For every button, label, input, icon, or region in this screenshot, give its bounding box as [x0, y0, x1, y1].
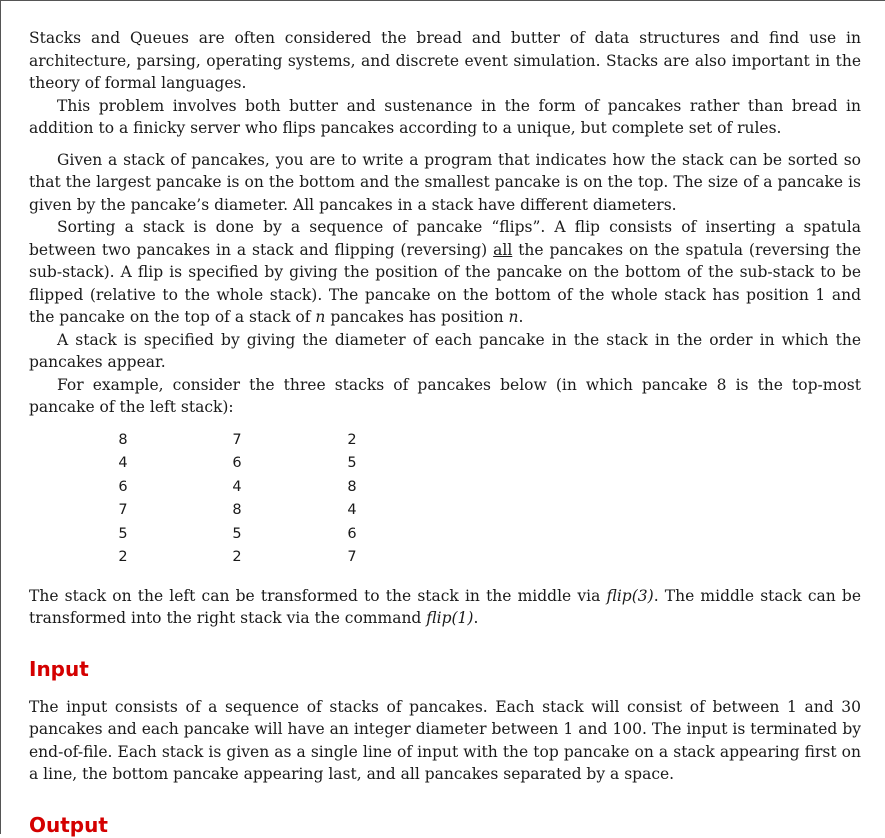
input-heading: Input — [29, 656, 89, 681]
pancake: 4 — [232, 478, 242, 495]
transform-text-mid: . The middle stack can be transformed into the right stack via the command — [29, 586, 861, 627]
description-paragraph-1: Given a stack of pancakes, you are to write a program that indicates how the stack can be sorted so that the largest pancake is on the bottom and the smallest pancake is on the top. The size of a pancake is given by the pancake’s diameter. All pancakes in a stack have different diameters. — [29, 150, 861, 214]
flip-definition-text: Sorting a stack is done by a sequence of pancake “flips”. A flip consists of inserting a spatula between two pancakes in a stack and flipping (reversing) — [29, 218, 861, 259]
underlined-all: all — [493, 240, 513, 259]
input-description: The input consists of a sequence of stacks of pancakes. Each stack will consist of between 1 and 30 pancakes and each pancake will have an integer diameter between 1 and 100. The input is terminated by end-of-file. Each stack is given as a single line of input with the top pancake on a stack appearing first on a line, the bottom pancake appearing last, and all pancakes separated by a space. — [29, 697, 861, 783]
pancake: 5 — [232, 525, 242, 542]
pancake: 4 — [347, 502, 357, 518]
flip-definition-text-mid: pancakes has position — [325, 308, 509, 326]
pancake: 2 — [118, 549, 128, 565]
intro-paragraph-2: This problem involves both butter and sustenance in the form of pancakes rather than bread in addition to a finicky server who flips pancakes according to a unique, but complete set of rules. — [29, 96, 861, 137]
transform-text: The stack on the left can be transformed to the stack in the middle via — [29, 586, 607, 605]
description-paragraph-4: For example, consider the three stacks of pancakes below (in which pancake 8 is the top-most pancake of the left stack): — [29, 375, 861, 416]
stack-right — [342, 429, 362, 570]
variable-n: n — [315, 308, 326, 326]
stack-middle — [227, 429, 247, 570]
pancake: 2 — [232, 549, 242, 565]
description-paragraph-2 — [29, 216, 861, 329]
pancake: 8 — [118, 431, 128, 448]
output-heading: Output — [29, 812, 108, 837]
flip-command-1: flip(3) — [606, 586, 654, 605]
pancake: 2 — [347, 431, 357, 448]
pancake: 7 — [232, 431, 242, 448]
description-paragraph-3: A stack is specified by giving the diameter of each pancake in the stack in the order in which the pancakes appear. — [29, 330, 861, 371]
pancake: 7 — [347, 549, 357, 565]
flip-command-2: flip(1) — [426, 609, 474, 627]
flip-definition-text-cont: the pancakes on the spatula (reversing the sub-stack). A flip is specified by giving the position of the pancake on the bottom of the sub-stack to be flipped (relative to the whole stack). The pancake on the bottom of the whole stack has position 1 and the pancake on the top of a stack of — [29, 240, 861, 326]
pancake-stacks-example — [29, 429, 861, 579]
pancake: 4 — [118, 455, 128, 471]
problem-statement — [29, 27, 861, 838]
pancake: 7 — [118, 502, 128, 518]
pancake: 6 — [347, 525, 357, 542]
transform-paragraph — [29, 585, 861, 630]
pancake: 8 — [232, 502, 242, 518]
pancake: 8 — [347, 478, 357, 495]
pancake: 5 — [118, 525, 128, 542]
pancake: 5 — [347, 455, 357, 471]
variable-n-2: n — [508, 308, 519, 326]
pancake: 6 — [232, 455, 242, 471]
pancake: 6 — [118, 478, 128, 495]
transform-text-end: . — [473, 609, 479, 627]
stack-left — [113, 429, 133, 570]
flip-definition-text-end: . — [518, 308, 524, 326]
intro-paragraph-1: Stacks and Queues are often considered the bread and butter of data structures and find use in architecture, parsing, operating systems, and discrete event simulation. Stacks are also important in the theory of formal languages. — [29, 29, 861, 92]
